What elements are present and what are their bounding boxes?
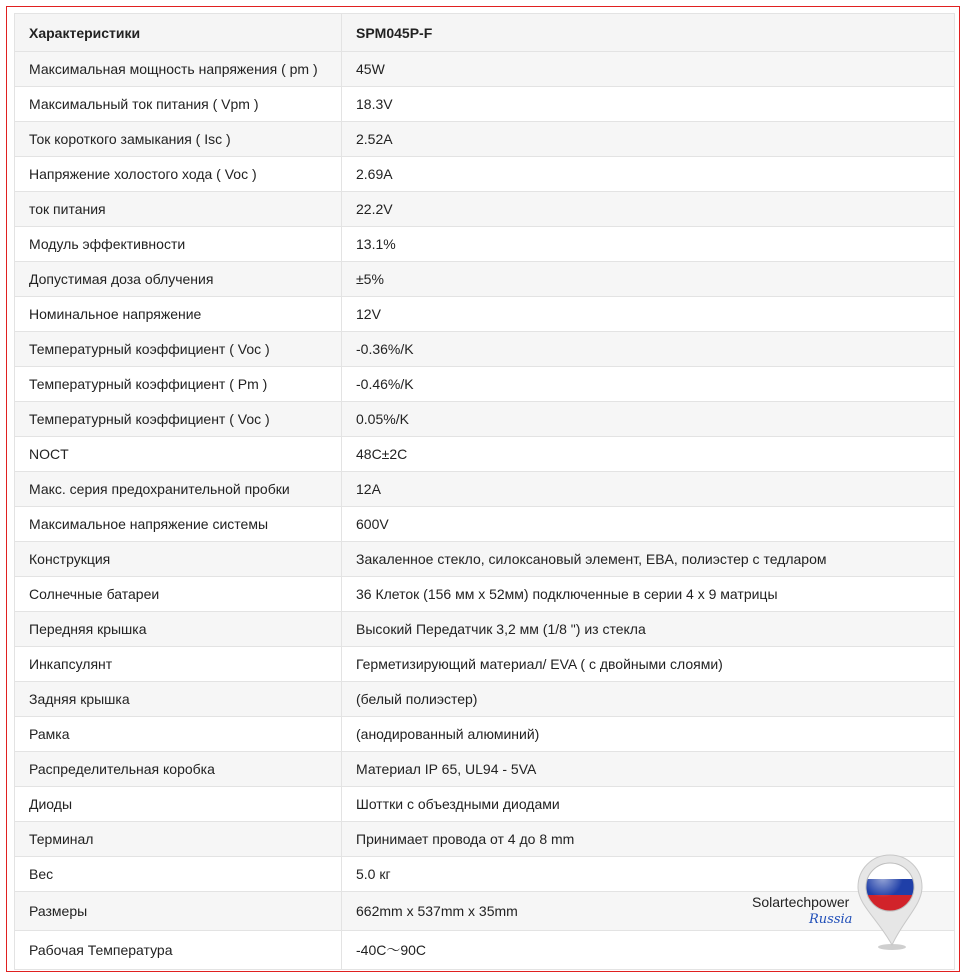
- header-characteristics: Характеристики: [15, 14, 342, 52]
- spec-table-body: [15, 52, 955, 970]
- spec-value: 45W: [342, 52, 955, 87]
- table-row: [15, 87, 955, 122]
- table-row: [15, 822, 955, 857]
- spec-label: Допустимая доза облучения: [15, 262, 342, 297]
- table-row: [15, 367, 955, 402]
- spec-value: ±5%: [342, 262, 955, 297]
- spec-table: [14, 13, 955, 970]
- spec-value: 600V: [342, 507, 955, 542]
- table-row: [15, 332, 955, 367]
- spec-label: Температурный коэффициент ( Voc ): [15, 402, 342, 437]
- table-row: [15, 717, 955, 752]
- spec-label: NOCT: [15, 437, 342, 472]
- solartechpower-logo: [752, 855, 932, 955]
- spec-value: Закаленное стекло, силоксановый элемент, EBA, полиэстер с тедларом: [342, 542, 955, 577]
- spec-value: -0.46%/K: [342, 367, 955, 402]
- spec-value: 662mm x 537mm x 35mm: [342, 892, 955, 931]
- spec-value: 5.0 кг: [342, 857, 955, 892]
- table-row: [15, 787, 955, 822]
- table-row: [15, 472, 955, 507]
- table-row: [15, 682, 955, 717]
- table-row: [15, 227, 955, 262]
- header-model: SPM045P-F: [342, 14, 955, 52]
- spec-value: 0.05%/K: [342, 402, 955, 437]
- spec-label: Рабочая Температура: [15, 931, 342, 970]
- spec-value: 48C±2C: [342, 437, 955, 472]
- spec-label: Рамка: [15, 717, 342, 752]
- spec-value: 12V: [342, 297, 955, 332]
- spec-label: ток питания: [15, 192, 342, 227]
- table-row: [15, 157, 955, 192]
- spec-value: 18.3V: [342, 87, 955, 122]
- spec-label: Инкапсулянт: [15, 647, 342, 682]
- spec-value: Принимает провода от 4 до 8 mm: [342, 822, 955, 857]
- spec-label: Максимальная мощность напряжения ( pm ): [15, 52, 342, 87]
- table-header-row: [15, 14, 955, 52]
- spec-value: 2.52A: [342, 122, 955, 157]
- table-row: [15, 402, 955, 437]
- spec-value: Шоттки с объездными диодами: [342, 787, 955, 822]
- spec-label: Конструкция: [15, 542, 342, 577]
- spec-value: Герметизирующий материал/ EVA ( с двойными слоями): [342, 647, 955, 682]
- table-row: [15, 122, 955, 157]
- table-row: [15, 262, 955, 297]
- spec-value: 22.2V: [342, 192, 955, 227]
- spec-label: Ток короткого замыкания ( Isc ): [15, 122, 342, 157]
- table-row: [15, 577, 955, 612]
- spec-label: Распределительная коробка: [15, 752, 342, 787]
- spec-label: Терминал: [15, 822, 342, 857]
- spec-label: Передняя крышка: [15, 612, 342, 647]
- spec-label: Вес: [15, 857, 342, 892]
- spec-label: Максимальное напряжение системы: [15, 507, 342, 542]
- spec-value: (белый полиэстер): [342, 682, 955, 717]
- spec-label: Макс. серия предохранительной пробки: [15, 472, 342, 507]
- table-row: [15, 647, 955, 682]
- spec-label: Номинальное напряжение: [15, 297, 342, 332]
- spec-value: Материал IP 65, UL94 - 5VA: [342, 752, 955, 787]
- spec-label: Напряжение холостого хода ( Voc ): [15, 157, 342, 192]
- spec-value: 12A: [342, 472, 955, 507]
- spec-value: 36 Клеток (156 мм x 52мм) подключенные в серии 4 x 9 матрицы: [342, 577, 955, 612]
- spec-label: Максимальный ток питания ( Vpm ): [15, 87, 342, 122]
- russia-flag-pin-icon: [856, 853, 928, 953]
- spec-label: Температурный коэффициент ( Voc ): [15, 332, 342, 367]
- table-row: [15, 52, 955, 87]
- spec-value: 13.1%: [342, 227, 955, 262]
- spec-value: (анодированный алюминий): [342, 717, 955, 752]
- spec-label: Температурный коэффициент ( Pm ): [15, 367, 342, 402]
- spec-label: Задняя крышка: [15, 682, 342, 717]
- spec-label: Солнечные батареи: [15, 577, 342, 612]
- spec-value: -40C～90C: [342, 931, 955, 970]
- spec-value: -0.36%/K: [342, 332, 955, 367]
- table-row: [15, 297, 955, 332]
- logo-region-text: Russia: [809, 912, 853, 927]
- table-row: [15, 752, 955, 787]
- logo-brand-text: Solartechpower: [752, 894, 850, 910]
- spec-label: Размеры: [15, 892, 342, 931]
- table-row: [15, 437, 955, 472]
- spec-label: Модуль эффективности: [15, 227, 342, 262]
- table-row: [15, 192, 955, 227]
- table-row: [15, 507, 955, 542]
- table-row: [15, 612, 955, 647]
- spec-value: 2.69A: [342, 157, 955, 192]
- table-row: [15, 542, 955, 577]
- spec-label: Диоды: [15, 787, 342, 822]
- spec-value: Высокий Передатчик 3,2 мм (1/8 ") из стекла: [342, 612, 955, 647]
